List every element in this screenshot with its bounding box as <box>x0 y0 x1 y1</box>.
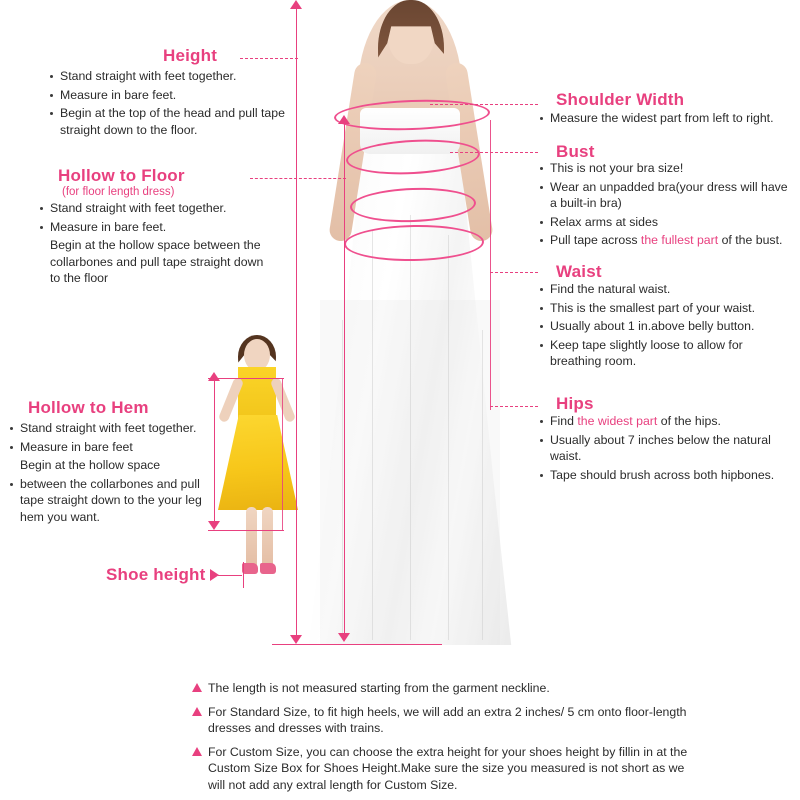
shoe-height-line <box>218 575 242 576</box>
warning-triangle-icon <box>192 747 202 756</box>
height-bullets <box>48 68 288 140</box>
list-item: Tape should brush across both hipbones. <box>538 467 796 484</box>
waist-bullets <box>538 281 796 372</box>
hollow-to-floor-subheading: (for floor length dress) <box>62 186 175 198</box>
shoulder-width-bullets <box>538 110 794 129</box>
bust-heading: Bust <box>556 142 595 161</box>
footer-note <box>192 704 692 737</box>
footer-note <box>192 680 692 697</box>
footer-note-text: For Custom Size, you can choose the extra height for your shoes height by fillin in at the Custom Size Box for Shoes Height.Make sure the size you measured is not short as we will not add any extral length for Custom Size. <box>208 744 688 792</box>
hem-guide <box>282 378 283 530</box>
list-item: Stand straight with feet together. <box>38 200 270 217</box>
hips-bullets <box>538 413 796 485</box>
list-item: Begin at the top of the head and pull tape straight down to the floor. <box>48 105 288 138</box>
list-item: Measure in bare feet <box>8 439 204 456</box>
hips-leader <box>490 406 538 407</box>
shoulder-leader <box>430 104 538 105</box>
short-dress-figure <box>218 415 298 510</box>
waist-heading: Waist <box>556 262 602 281</box>
footer-note-text: For Standard Size, to fit high heels, we will add an extra 2 inches/ 5 cm onto floor-length dresses and dresses with trains. <box>208 704 687 735</box>
list-item: Measure in bare feet. <box>48 87 288 104</box>
list-item: between the collarbones and pull tape straight down to the your leg hem you want. <box>8 476 204 526</box>
bust-leader <box>450 152 538 153</box>
hem-tick <box>208 530 284 531</box>
list-item: This is the smallest part of your waist. <box>538 300 796 317</box>
height-leader <box>240 58 298 59</box>
list-item: Begin at the hollow space between the collarbones and pull tape straight down to the floor <box>50 238 264 285</box>
list-item: Find the widest part of the hips. <box>538 413 796 430</box>
hollow-tick <box>208 378 284 379</box>
list-item: This is not your bra size! <box>538 160 796 177</box>
hips-highlight: the widest part <box>577 414 658 428</box>
hollow-to-floor-heading: Hollow to Floor <box>58 166 185 185</box>
list-item: Relax arms at sides <box>538 214 796 231</box>
hollow-to-floor-arrow-bottom <box>338 633 350 642</box>
hollow-to-hem-line <box>214 379 215 524</box>
height-heading: Height <box>163 46 218 65</box>
list-item: Measure the widest part from left to right. <box>538 110 794 127</box>
list-item: Usually about 7 inches below the natural waist. <box>538 432 796 465</box>
list-item: Keep tape slightly loose to allow for breathing room. <box>538 337 796 370</box>
list-item: Usually about 1 in.above belly button. <box>538 318 796 335</box>
hollow-to-hem-heading: Hollow to Hem <box>28 398 149 417</box>
hips-heading: Hips <box>556 394 594 413</box>
list-item: Pull tape across the fullest part of the bust. <box>538 232 796 249</box>
list-item: Measure in bare feet. <box>38 219 270 236</box>
hollow-to-hem-arrow-bottom <box>208 521 220 530</box>
model-photo-long-dress <box>300 0 520 650</box>
hollow-to-floor-line <box>344 122 345 636</box>
hollow-to-floor-leader <box>250 178 346 179</box>
waist-leader <box>490 272 538 273</box>
right-guide-line <box>490 120 491 410</box>
hollow-to-floor-bullets <box>38 200 270 289</box>
footer-notes <box>192 680 692 800</box>
floor-line <box>272 644 442 645</box>
list-item: Stand straight with feet together. <box>8 420 204 437</box>
bust-bullets <box>538 160 796 251</box>
hollow-to-hem-bullets <box>8 420 204 527</box>
footer-note-text: The length is not measured starting from the garment neckline. <box>208 681 550 695</box>
list-item: Wear an unpadded bra(your dress will have a built-in bra) <box>538 179 796 212</box>
short-model-torso <box>238 367 276 419</box>
warning-triangle-icon <box>192 683 202 692</box>
list-item: Stand straight with feet together. <box>48 68 288 85</box>
shoulder-width-heading: Shoulder Width <box>556 90 685 109</box>
height-arrow-bottom <box>290 635 302 644</box>
height-line <box>296 7 297 637</box>
list-item: Find the natural waist. <box>538 281 796 298</box>
shoe-left <box>242 563 258 574</box>
shoe-right <box>260 563 276 574</box>
shoe-height-tick <box>243 562 244 588</box>
warning-triangle-icon <box>192 707 202 716</box>
footer-note <box>192 744 692 794</box>
list-item: Begin at the hollow space <box>20 458 161 472</box>
bust-highlight: the fullest part <box>640 233 719 247</box>
shoe-height-heading: Shoe height <box>106 565 206 584</box>
